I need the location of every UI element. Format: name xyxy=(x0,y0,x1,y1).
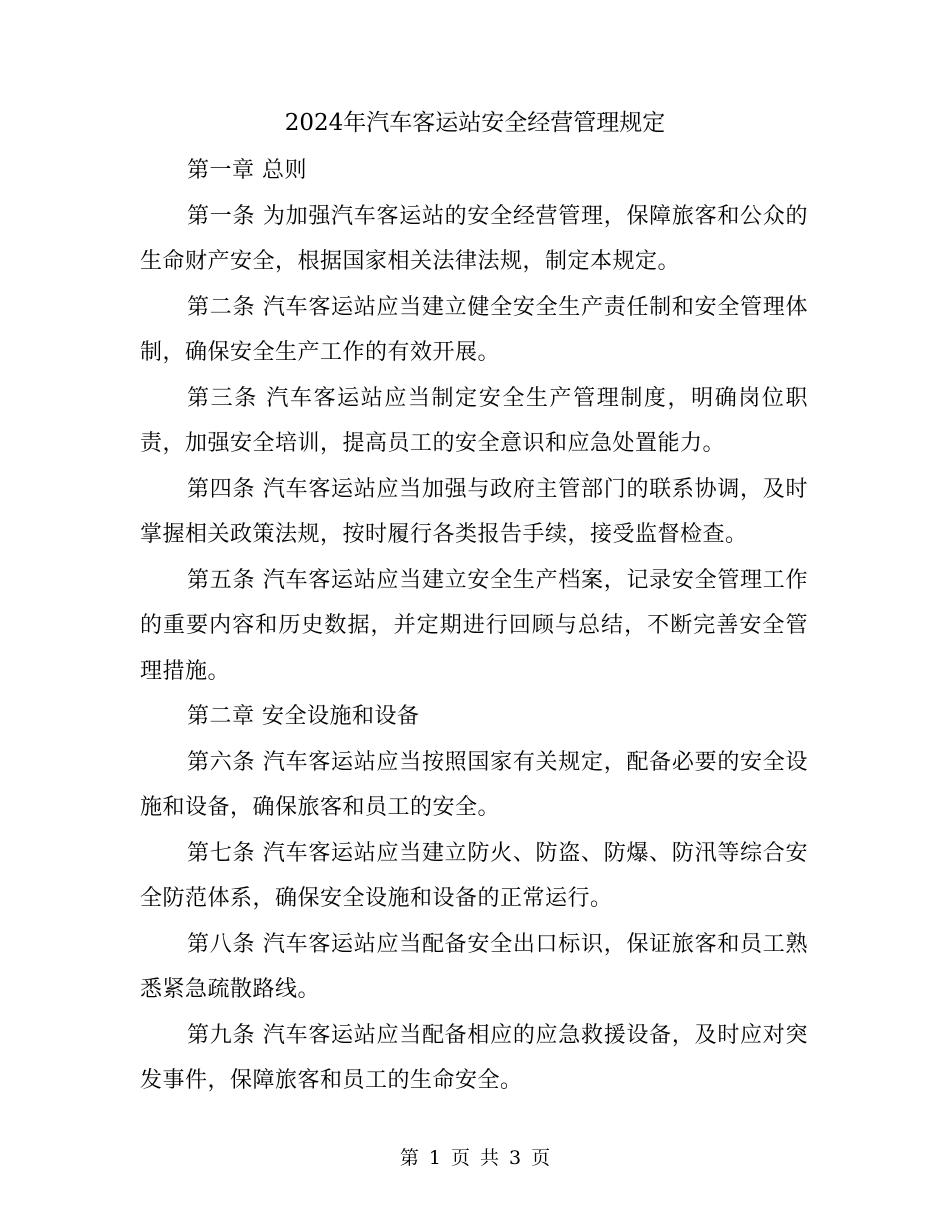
article-paragraph: 第一条 为加强汽车客运站的安全经营管理，保障旅客和公众的生命财产安全，根据国家相关法律法规，制定本规定。 xyxy=(140,203,808,274)
article-paragraph: 第六条 汽车客运站应当按照国家有关规定，配备必要的安全设施和设备，确保旅客和员工的安全。 xyxy=(140,749,808,820)
article-paragraph: 第八条 汽车客运站应当配备安全出口标识，保证旅客和员工熟悉紧急疏散路线。 xyxy=(140,931,808,1002)
document-title: 2024年汽车客运站安全经营管理规定 xyxy=(284,110,666,136)
article-paragraph: 第九条 汽车客运站应当配备相应的应急救援设备，及时应对突发事件，保障旅客和员工的生命安全。 xyxy=(140,1022,808,1093)
page-number-footer: 第 1 页 共 3 页 xyxy=(399,1147,551,1169)
article-paragraph: 第七条 汽车客运站应当建立防火、防盗、防爆、防汛等综合安全防范体系，确保安全设施和设备的正常运行。 xyxy=(140,840,808,911)
article-paragraph: 第二条 汽车客运站应当建立健全安全生产责任制和安全管理体制，确保安全生产工作的有效开展。 xyxy=(140,294,808,365)
article-paragraph: 第四条 汽车客运站应当加强与政府主管部门的联系协调，及时掌握相关政策法规，按时履行各类报告手续，接受监督检查。 xyxy=(140,476,808,547)
chapter-heading: 第一章 总则 xyxy=(187,158,307,183)
document-body xyxy=(140,148,808,1104)
chapter-heading: 第二章 安全设施和设备 xyxy=(187,704,420,729)
article-paragraph: 第三条 汽车客运站应当制定安全生产管理制度，明确岗位职责，加强安全培训，提高员工的安全意识和应急处置能力。 xyxy=(140,385,808,456)
article-paragraph: 第五条 汽车客运站应当建立安全生产档案，记录安全管理工作的重要内容和历史数据，并定期进行回顾与总结，不断完善安全管理措施。 xyxy=(140,567,808,684)
